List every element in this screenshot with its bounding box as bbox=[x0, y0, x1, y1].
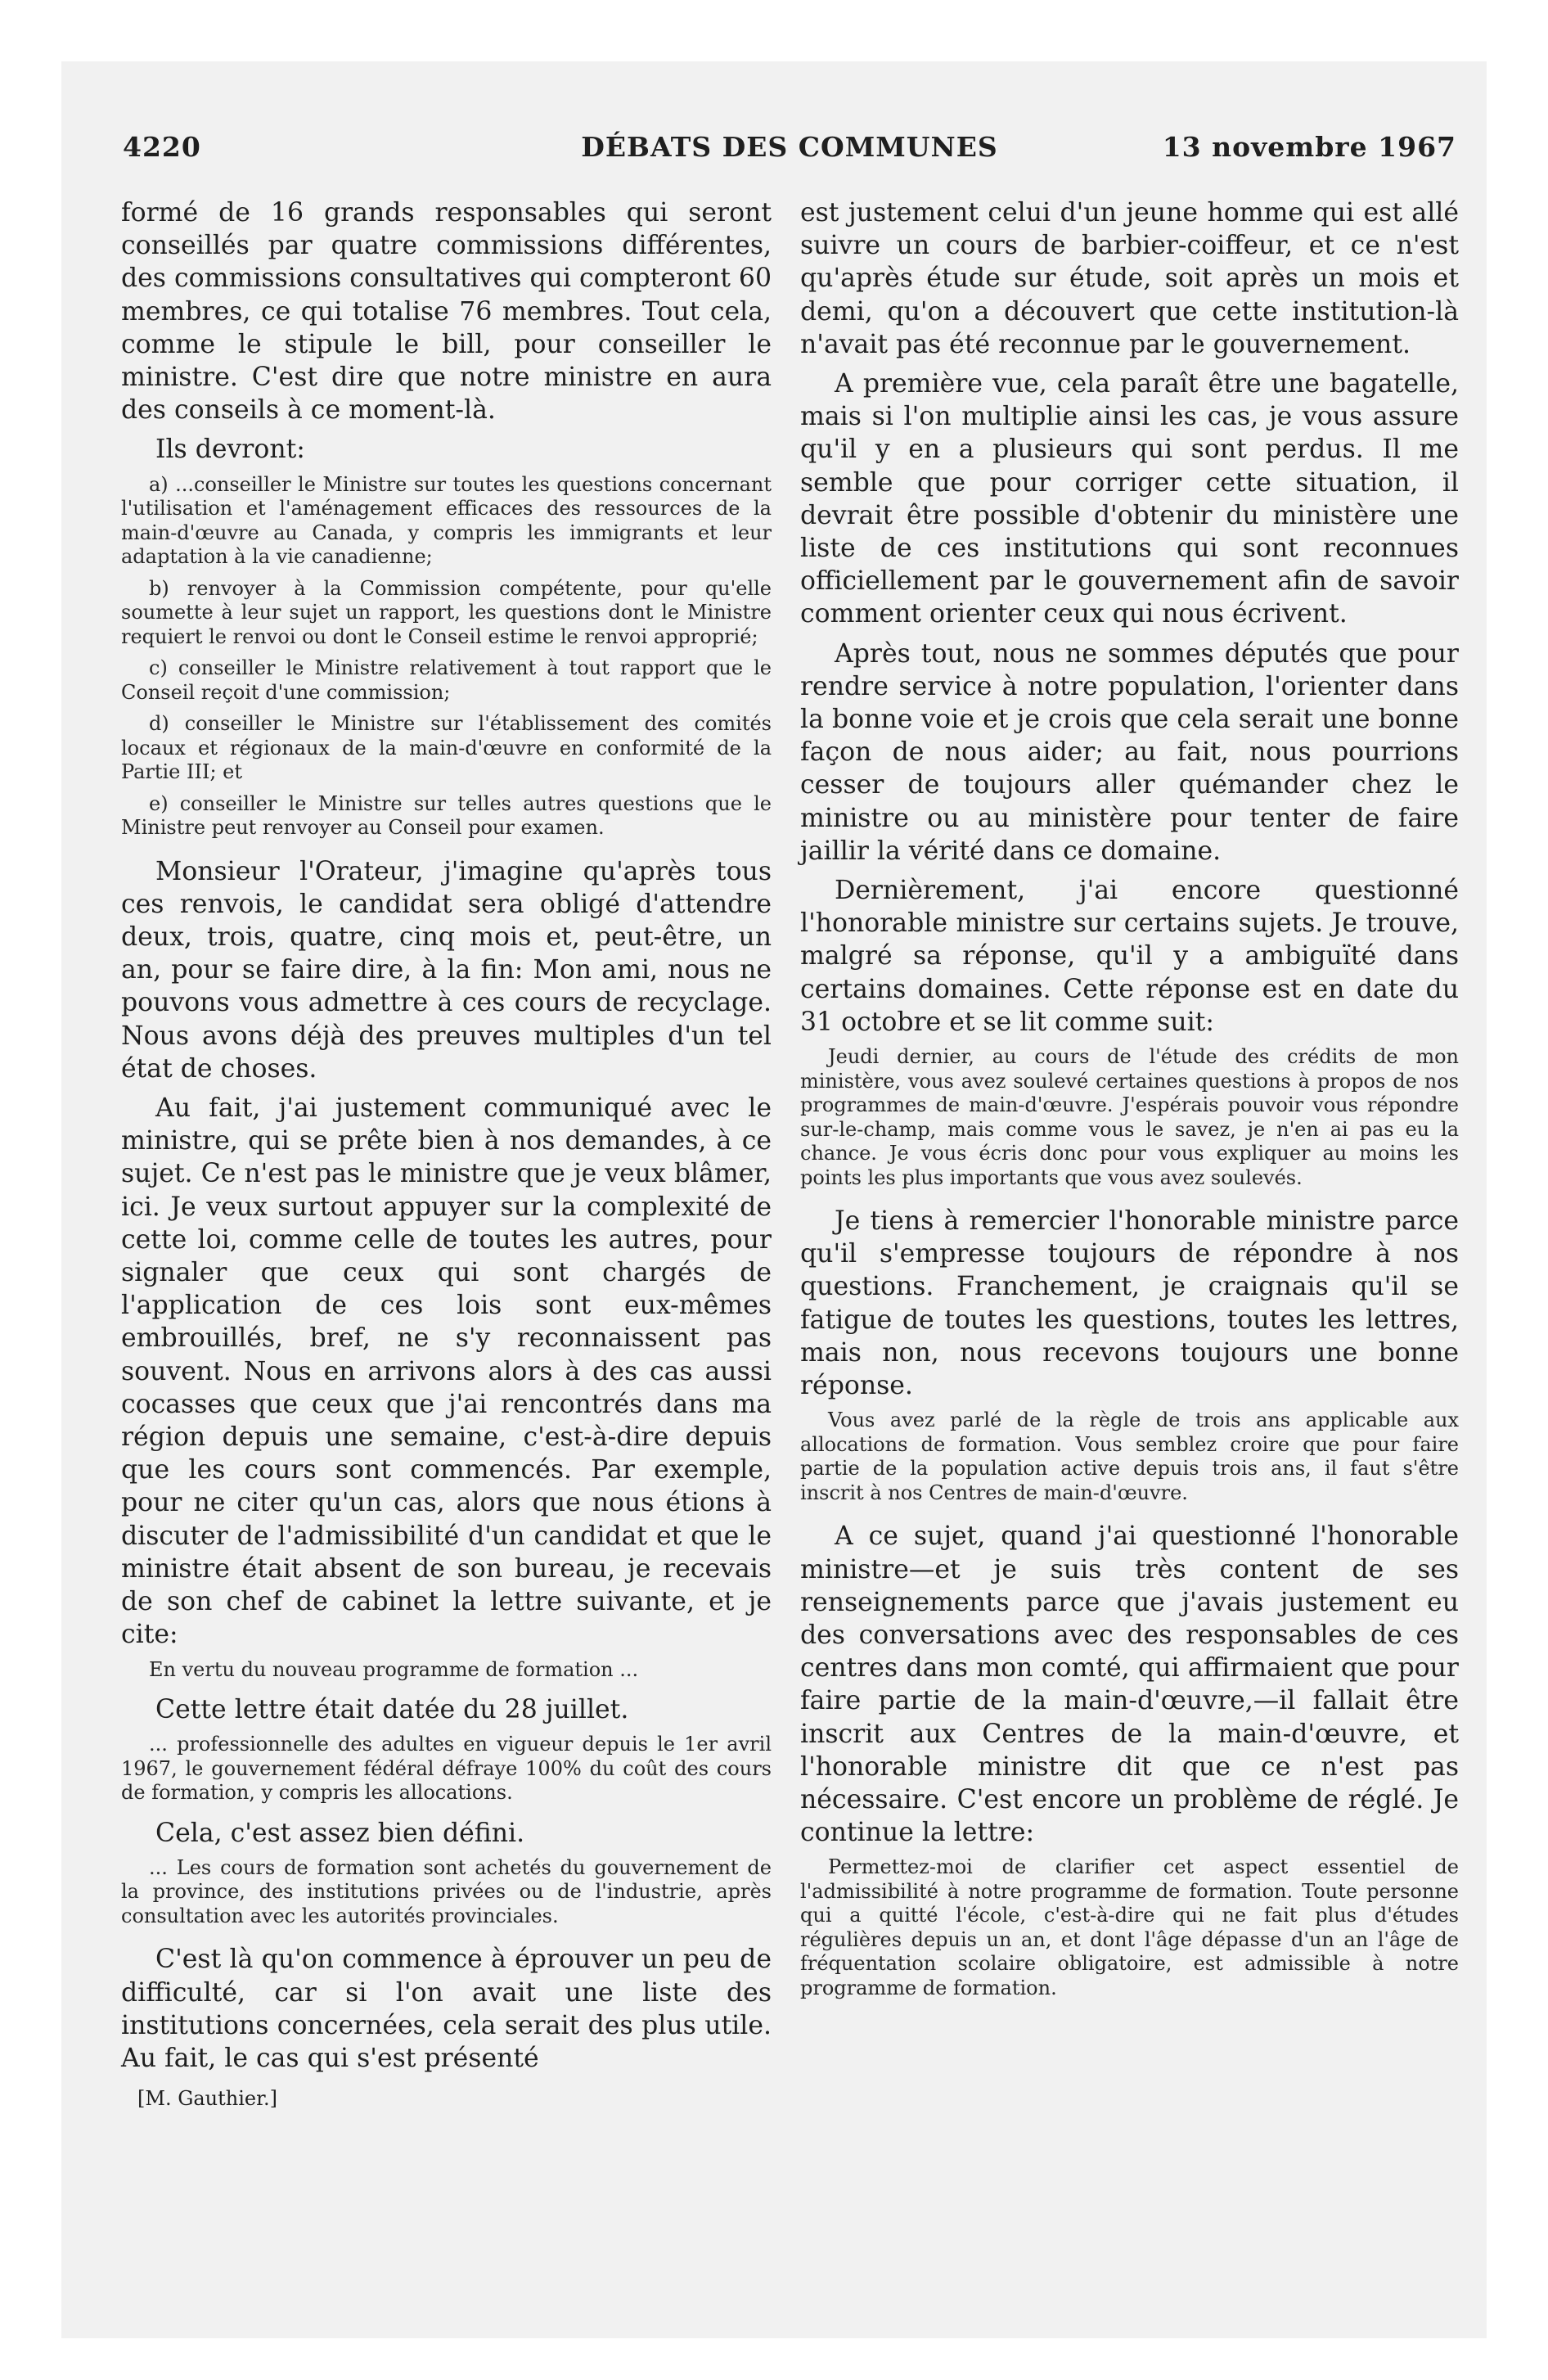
quote-item: a) ...conseiller le Ministre sur toutes les questions concernant l'utilisation et l'aménagement efficaces des ressources de la main-d'œuvre au Canada, y compris les immigrants et leur adaptation à la vie canadienne; bbox=[121, 472, 772, 569]
quote-text: ... Les cours de formation sont achetés du gouvernement de la province, des institutions privées ou de l'industrie, après consultation avec les autorités provinciales. bbox=[121, 1855, 772, 1927]
paragraph: A ce sujet, quand j'ai questionné l'honorable ministre—et je suis très content de ses renseignements parce que j'avais justement eu des conversations avec des responsables de ces centres dans mon comté, qui affirmaient que pour faire partie de la main-d'œuvre,—il fallait être inscrit aux Centres de la main-d'œuvre, et l'honorable ministre dit que ce n'est pas nécessaire. C'est encore un problème de réglé. Je continue la lettre: bbox=[800, 1521, 1459, 1848]
paragraph: Je tiens à remercier l'honorable ministre parce qu'il s'empresse toujours de répondre à nos questions. Franchement, je craignais qu'il se fatigue de toutes les questions, toutes les lettres, mais non, nous recevons toujours une bonne réponse. bbox=[800, 1206, 1459, 1401]
paragraph: Ils devront: bbox=[155, 435, 305, 465]
page-header bbox=[123, 131, 1456, 170]
quote-item: d) conseiller le Ministre sur l'établissement des comités locaux et régionaux de la main-d'œuvre en conformité de la Partie III; et bbox=[121, 712, 772, 784]
page-number: 4220 bbox=[123, 131, 201, 163]
right-column bbox=[800, 196, 1459, 2008]
speaker-attribution: [M. Gauthier.] bbox=[137, 2087, 277, 2111]
quote-text: En vertu du nouveau programme de formation ... bbox=[149, 1657, 639, 1681]
quote-item: c) conseiller le Ministre relativement à tout rapport que le Conseil reçoit d'une commission; bbox=[121, 656, 772, 704]
paragraph: formé de 16 grands responsables qui seront conseillés par quatre commissions différentes, des commissions consultatives qui compteront 60 membres, ce qui totalise 76 membres. Tout cela, comme le stipule le bill, pour conseiller le ministre. C'est dire que notre ministre en aura des conseils à ce moment-là. bbox=[121, 198, 772, 426]
paragraph: est justement celui d'un jeune homme qui est allé suivre un cours de barbier-coiffeur, et ce n'est qu'après étude sur étude, soit après un mois et demi, qu'on a découvert que cette institution-là n'avait pas été reconnue par le gouvernement. bbox=[800, 198, 1459, 359]
left-column bbox=[121, 196, 772, 2111]
paragraph: A première vue, cela paraît être une bagatelle, mais si l'on multiplie ainsi les cas, je vous assure qu'il y en a plusieurs qui sont perdus. Il me semble que pour corriger cette situation, il devrait être possible d'obtenir du ministère une liste de ces institutions qui sont reconnues officiellement par le gouvernement afin de savoir comment orienter ceux qui nous écrivent. bbox=[800, 369, 1459, 629]
paragraph: Au fait, j'ai justement communiqué avec le ministre, qui se prête bien à nos demandes, à ce sujet. Ce n'est pas le ministre que je veux blâmer, ici. Je veux surtout appuyer sur la complexité de cette loi, comme celle de toutes les autres, pour signaler que ceux qui sont chargés de l'application de ces lois sont eux-mêmes embrouillés, bref, ne s'y reconnaissent pas souvent. Nous en arrivons alors à des cas aussi cocasses que ceux que j'ai rencontrés dans ma région depuis une semaine, c'est-à-dire depuis que les cours sont commencés. Par exemple, pour ne citer qu'un cas, alors que nous étions à discuter de l'admissibilité d'un candidat et que le ministre était absent de son bureau, je recevais de son chef de cabinet la lettre suivante, et je cite: bbox=[121, 1093, 772, 1650]
paragraph: C'est là qu'on commence à éprouver un peu de difficulté, car si l'on avait une liste des institutions concernées, cela serait des plus utile. Au fait, le cas qui s'est présenté bbox=[121, 1945, 772, 2074]
paragraph: Dernièrement, j'ai encore questionné l'honorable ministre sur certains sujets. Je trouve, malgré sa réponse, qu'il y a ambiguïté dans certains domaines. Cette réponse est en date du 31 octobre et se lit comme suit: bbox=[800, 876, 1459, 1037]
quote-text: Vous avez parlé de la règle de trois ans applicable aux allocations de formation. Vous semblez croire que pour faire partie de la population active depuis trois ans, il faut s'être inscrit à nos Centres de main-d'œuvre. bbox=[800, 1409, 1459, 1504]
paragraph: Après tout, nous ne sommes députés que pour rendre service à notre population, l'orienter dans la bonne voie et je crois que cela serait une bonne façon de nous aider; au fait, nous pourrions cesser de toujours aller quémander chez le ministre ou au ministère pour tenter de faire jaillir la vérité dans ce domaine. bbox=[800, 638, 1459, 866]
quote-text: Jeudi dernier, au cours de l'étude des crédits de mon ministère, vous avez soulevé certaines questions à propos de nos programmes de main-d'œuvre. J'espérais pouvoir vous répondre sur-le-champ, mais comme vous le savez, je n'en ai pas eu la chance. Je vous écris donc pour vous expliquer au moins les points les plus importants que vous avez soulevés. bbox=[800, 1045, 1459, 1189]
publication-title: DÉBATS DES COMMUNES bbox=[581, 131, 998, 163]
quote-text: ... professionnelle des adultes en vigueur depuis le 1er avril 1967, le gouvernement fédéral défraye 100% du coût des cours de formation, y compris les allocations. bbox=[121, 1733, 772, 1805]
paragraph: Cette lettre était datée du 28 juillet. bbox=[155, 1695, 629, 1724]
quote-item: e) conseiller le Ministre sur telles autres questions que le Ministre peut renvoyer au Conseil pour examen. bbox=[121, 791, 772, 840]
publication-date: 13 novembre 1967 bbox=[1162, 131, 1456, 163]
paragraph: Cela, c'est assez bien défini. bbox=[155, 1818, 525, 1848]
quote-text: Permettez-moi de clarifier cet aspect essentiel de l'admissibilité à notre programme de formation. Toute personne qui a quitté l'école, c'est-à-dire qui ne fait plus d'études régulières depuis un an, et dont l'âge dépasse d'un an l'âge de fréquentation scolaire obligatoire, est admissible à notre programme de formation. bbox=[800, 1855, 1459, 1999]
quote-item: b) renvoyer à la Commission compétente, pour qu'elle soumette à leur sujet un rapport, les questions dont le Ministre requiert le renvoi ou dont le Conseil estime le renvoi approprié; bbox=[121, 576, 772, 648]
paragraph: Monsieur l'Orateur, j'imagine qu'après tous ces renvois, le candidat sera obligé d'attendre deux, trois, quatre, cinq mois et, peut-être, un an, pour se faire dire, à la fin: Mon ami, nous ne pouvons vous admettre à ces cours de recyclage. Nous avons déjà des preuves multiples d'un tel état de choses. bbox=[121, 856, 772, 1084]
